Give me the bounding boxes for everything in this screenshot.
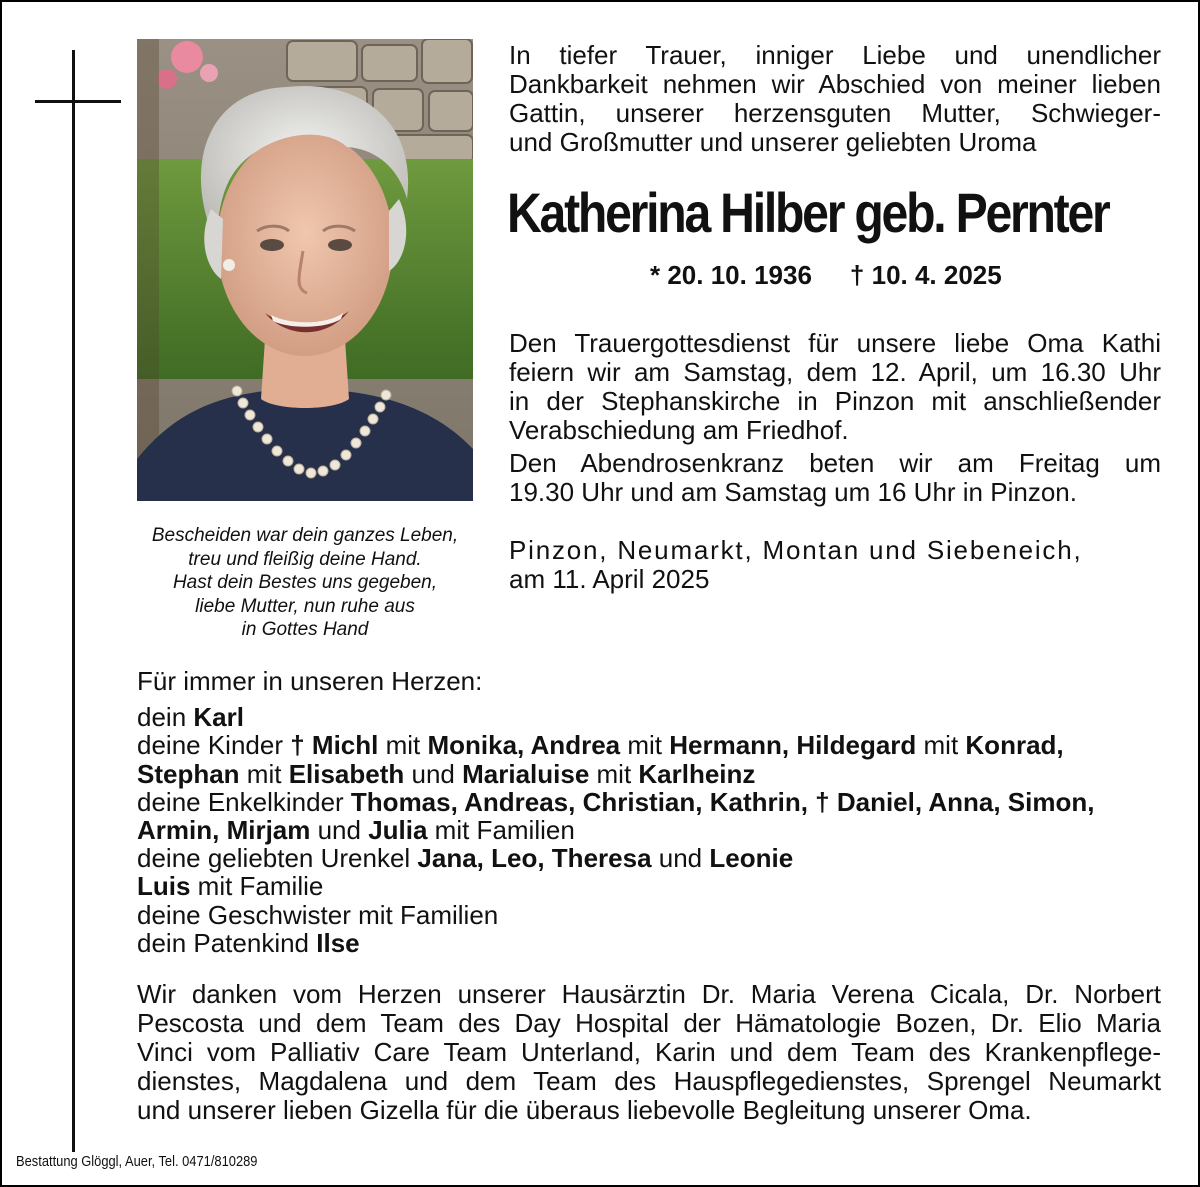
mourner-row [137, 703, 1167, 731]
mourner-name: Leonie [709, 843, 794, 874]
mourner-relation: und [310, 815, 369, 846]
portrait-illustration [137, 39, 473, 501]
mourners-list [137, 667, 1167, 957]
mourner-relation: mit [916, 730, 966, 761]
mourner-name: Jana, Leo, Theresa [417, 843, 652, 874]
mourner-relation: dein Patenkind [137, 927, 317, 958]
mourner-relation: mit [589, 758, 639, 789]
text-line: Verabschiedung am Friedhof. [509, 415, 849, 445]
mourner-name: Julia [368, 815, 428, 846]
mourner-relation: mit [239, 758, 289, 789]
memorial-verse [137, 524, 473, 642]
mourner-relation: und [651, 843, 710, 874]
text-line: dienstes, Magdalena und dem Team des Hauspflegedienstes, Sprengel Neumarkt [137, 1066, 1161, 1096]
mourner-name: Karl [193, 702, 244, 733]
mourner-relation: mit [620, 730, 670, 761]
mourner-row [137, 872, 1167, 900]
text-line: Gattin, unserer herzensguten Mutter, Schwieger- [509, 98, 1161, 128]
mourner-row [137, 788, 1167, 816]
mourner-relation: deine geliebten Urenkel [137, 843, 418, 874]
mourner-relation: dein [137, 702, 194, 733]
mourner-relation: deine Geschwister mit Familien [137, 899, 499, 930]
mourner-row [137, 760, 1167, 788]
cross-icon-vertical [72, 50, 75, 1152]
mourner-row [137, 929, 1167, 957]
place-and-date [509, 536, 1161, 594]
mourner-name: Armin, Mirjam [137, 815, 311, 846]
birth-date: * 20. 10. 1936 [650, 260, 812, 290]
text-line: in der Stephanskirche in Pinzon mit anschließender [509, 386, 1161, 416]
thanks-paragraph [137, 980, 1161, 1125]
cross-icon-horizontal [35, 100, 121, 103]
mourner-row [137, 731, 1167, 759]
mourner-row [137, 844, 1167, 872]
mourner-row [137, 901, 1167, 929]
intro-paragraph [509, 41, 1161, 157]
mourner-row [137, 816, 1167, 844]
portrait-photo [137, 39, 473, 501]
text-line: 19.30 Uhr und am Samstag um 16 Uhr in Pinzon. [509, 477, 1077, 507]
verse-line: treu und fleißig deine Hand. [188, 548, 422, 570]
mourner-name: Thomas, Andreas, Christian, Kathrin, † Daniel, Anna, Simon, [350, 786, 1095, 817]
text-line: und unserer lieben Gizella für die überaus liebevolle Begleitung unserer Oma. [137, 1095, 1032, 1125]
mourner-name: Marialuise [462, 758, 590, 789]
mourner-relation: deine Kinder [137, 730, 291, 761]
mourners-heading: Für immer in unseren Herzen: [137, 666, 483, 696]
life-dates [650, 260, 1002, 291]
mourner-relation: mit Familien [427, 815, 575, 846]
verse-line: Bescheiden war dein ganzes Leben, [151, 525, 459, 546]
mourner-name: Luis [137, 871, 191, 902]
mourner-name: Konrad, [965, 730, 1064, 761]
verse-line: Hast dein Bestes uns gegeben, [172, 572, 438, 593]
funeral-home-credit: Bestattung Glöggl, Auer, Tel. 0471/810289 [16, 1153, 258, 1170]
verse-line: liebe Mutter, nun ruhe aus [195, 595, 415, 617]
mourner-relation: deine Enkelkinder [137, 786, 351, 817]
text-line: und Großmutter und unserer geliebten Uroma [509, 127, 1037, 157]
text-line: Wir danken vom Herzen unserer Hausärztin Dr. Maria Verena Cicala, Dr. Norbert [137, 979, 1161, 1009]
mourner-name: Elisabeth [288, 758, 405, 789]
mourner-relation: mit [378, 730, 428, 761]
text-line: feiern wir am Samstag, dem 12. April, um 16.30 Uhr [509, 357, 1161, 387]
mourner-name: Monika, Andrea [427, 730, 621, 761]
mourner-rows [137, 703, 1167, 957]
rosary-paragraph [509, 449, 1161, 507]
text-line: Den Abendrosenkranz beten wir am Freitag um [509, 448, 1161, 478]
mourner-relation: mit Familie [190, 871, 324, 902]
text-line: Dankbarkeit nehmen wir Abschied von meiner lieben [509, 69, 1161, 99]
text-line: Vinci vom Palliativ Care Team Unterland, Karin und dem Team des Krankenpflege- [137, 1037, 1161, 1067]
funeral-service-paragraph [509, 329, 1161, 445]
deceased-name: Katherina Hilber geb. Pernter [507, 181, 1109, 244]
mourner-name: † Michl [290, 730, 379, 761]
death-date: † 10. 4. 2025 [849, 260, 1002, 290]
date-line: am 11. April 2025 [509, 564, 710, 594]
mourner-name: Hermann, Hildegard [669, 730, 917, 761]
mourner-name: Karlheinz [638, 758, 756, 789]
place-line: Pinzon, Neumarkt, Montan und Siebeneich, [509, 535, 1083, 565]
text-line: Pescosta und dem Team des Day Hospital der Hämatologie Bozen, Dr. Elio Maria [137, 1008, 1161, 1038]
mourner-name: Stephan [137, 758, 240, 789]
text-line: In tiefer Trauer, inniger Liebe und unendlicher [509, 40, 1161, 70]
mourner-name: Ilse [316, 927, 360, 958]
verse-line: in Gottes Hand [241, 619, 369, 640]
mourner-relation: und [404, 758, 463, 789]
text-line: Den Trauergottesdienst für unsere liebe Oma Kathi [509, 328, 1161, 358]
